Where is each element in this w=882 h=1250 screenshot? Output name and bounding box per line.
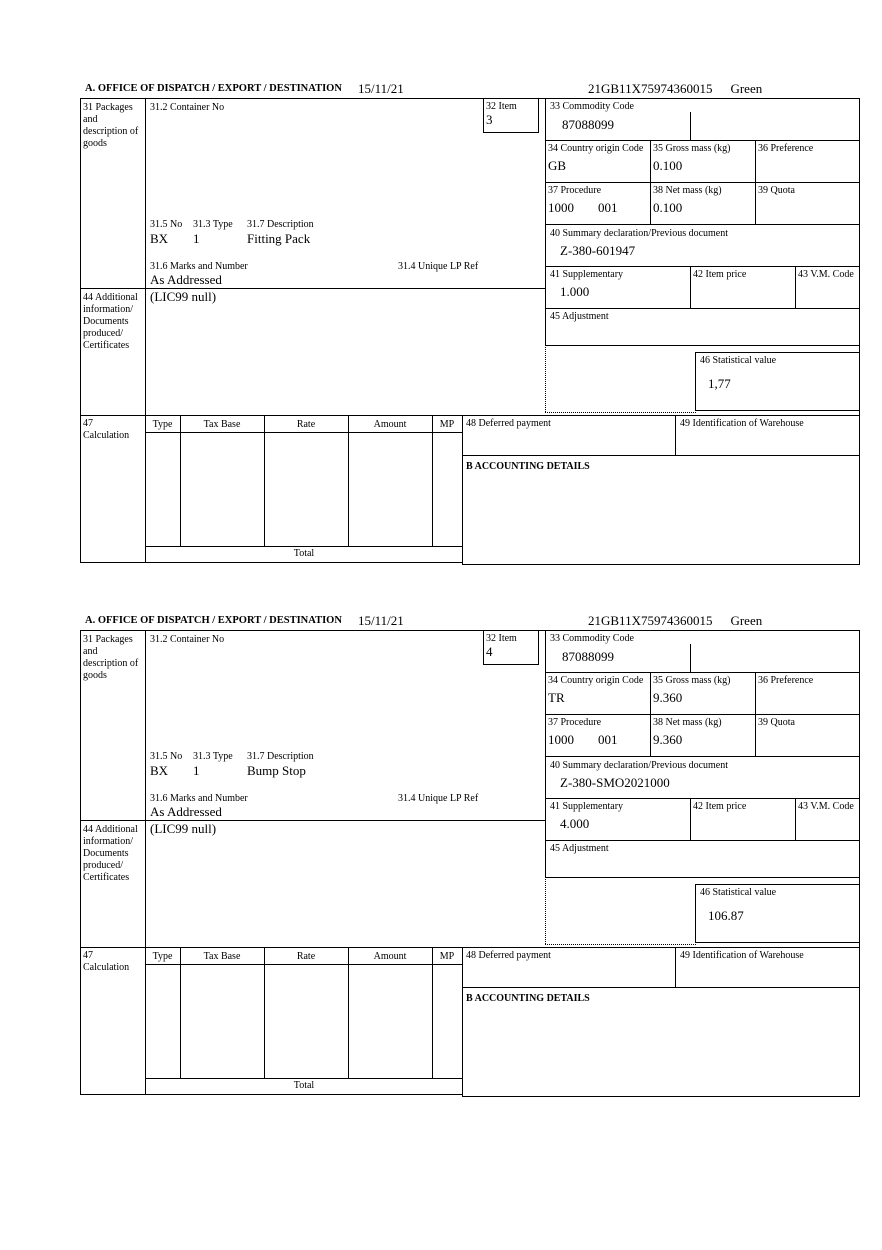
sad-item-table bbox=[80, 630, 861, 1098]
grid-line bbox=[650, 140, 651, 224]
grid-line bbox=[545, 182, 860, 183]
additional-info-value: (LIC99 null) bbox=[150, 289, 217, 304]
box45-adjustment-label: 45 Adjustment bbox=[550, 843, 609, 854]
item-number-value: 3 bbox=[486, 112, 493, 127]
grid-line bbox=[545, 630, 546, 877]
grid-line bbox=[545, 877, 860, 878]
grid-line bbox=[80, 415, 860, 416]
procedure-value: 1000 bbox=[548, 200, 574, 215]
box40-previous-document-label: 40 Summary declaration/Previous document bbox=[550, 760, 729, 771]
office-of-dispatch-label: A. OFFICE OF DISPATCH / EXPORT / DESTINATION bbox=[85, 83, 342, 94]
box38-net-mass-label: 38 Net mass (kg) bbox=[653, 185, 722, 196]
grid-line bbox=[483, 630, 484, 664]
accounting-details-label: B ACCOUNTING DETAILS bbox=[466, 461, 590, 472]
box31-5-no-label: 31.5 No bbox=[150, 219, 183, 230]
grid-line bbox=[145, 964, 463, 965]
grid-line bbox=[180, 415, 181, 546]
gross-mass-value: 9.360 bbox=[653, 690, 683, 705]
supplementary-value: 1.000 bbox=[560, 284, 590, 299]
grid-line bbox=[545, 840, 860, 841]
grid-line bbox=[545, 798, 860, 799]
grid-line bbox=[675, 947, 676, 987]
grid-line bbox=[80, 630, 860, 631]
grid-line bbox=[545, 98, 546, 345]
grid-line bbox=[545, 224, 860, 225]
calc-header-type: Type bbox=[152, 419, 173, 430]
box42-item-price-label: 42 Item price bbox=[693, 269, 747, 280]
box32-item-label: 32 Item bbox=[486, 101, 517, 112]
grid-line bbox=[695, 884, 860, 885]
commodity-code-tick bbox=[690, 112, 691, 140]
grid-line bbox=[80, 98, 81, 563]
grid-line bbox=[695, 352, 860, 353]
grid-line bbox=[483, 132, 539, 133]
commodity-code-tick bbox=[690, 644, 691, 672]
net-mass-value: 9.360 bbox=[653, 732, 683, 747]
grid-line bbox=[755, 672, 756, 756]
package-no-value: BX bbox=[150, 231, 169, 246]
grid-line bbox=[545, 308, 860, 309]
box31-6-marks-label: 31.6 Marks and Number bbox=[150, 261, 248, 272]
grid-line bbox=[264, 947, 265, 1078]
grid-line bbox=[690, 798, 691, 840]
commodity-code-value: 87088099 bbox=[562, 649, 614, 664]
grid-line bbox=[538, 98, 539, 132]
box31-label: 31 Packages and description of goods bbox=[83, 634, 139, 681]
calc-header-tax-base: Tax Base bbox=[203, 419, 241, 430]
grid-line bbox=[690, 266, 691, 308]
box37-procedure-label: 37 Procedure bbox=[548, 717, 602, 728]
marks-value: As Addressed bbox=[150, 272, 222, 287]
grid-line bbox=[264, 415, 265, 546]
box40-previous-document-label: 40 Summary declaration/Previous document bbox=[550, 228, 729, 239]
box39-quota-label: 39 Quota bbox=[758, 185, 795, 196]
route-status: Green bbox=[730, 81, 763, 96]
procedure-value-2: 001 bbox=[598, 732, 618, 747]
grid-line bbox=[755, 140, 756, 224]
grid-line bbox=[80, 562, 463, 563]
net-mass-value: 0.100 bbox=[653, 200, 683, 215]
calc-header-rate: Rate bbox=[296, 419, 316, 430]
grid-line bbox=[80, 1094, 463, 1095]
commodity-code-value: 87088099 bbox=[562, 117, 614, 132]
box43-vm-code-label: 43 V.M. Code bbox=[798, 269, 854, 280]
dashed-divider bbox=[545, 345, 546, 412]
grid-line bbox=[545, 140, 860, 141]
box31-3-type-label: 31.3 Type bbox=[193, 219, 233, 230]
box32-item-label: 32 Item bbox=[486, 633, 517, 644]
box34-country-label: 34 Country origin Code bbox=[548, 675, 644, 686]
grid-line bbox=[545, 266, 860, 267]
grid-line bbox=[650, 672, 651, 756]
calc-total-label: Total bbox=[293, 1080, 315, 1091]
box47-calculation-label: 47 Calculation bbox=[83, 418, 130, 441]
grid-line bbox=[538, 630, 539, 664]
section-header bbox=[80, 80, 861, 98]
calc-header-mp: MP bbox=[439, 419, 455, 430]
grid-line bbox=[675, 415, 676, 455]
box44-additional-info-label: 44 Additional information/ Documents produced/ Certificates bbox=[83, 824, 138, 883]
box44-additional-info-label: 44 Additional information/ Documents produced/ Certificates bbox=[83, 292, 138, 351]
grid-line bbox=[695, 410, 860, 411]
grid-line bbox=[859, 98, 860, 564]
dashed-divider bbox=[545, 877, 546, 944]
additional-info-value: (LIC99 null) bbox=[150, 821, 217, 836]
grid-line bbox=[545, 672, 860, 673]
statistical-value: 1,77 bbox=[708, 376, 731, 391]
box42-item-price-label: 42 Item price bbox=[693, 801, 747, 812]
box31-7-description-label: 31.7 Description bbox=[247, 219, 314, 230]
calc-header-amount: Amount bbox=[373, 419, 407, 430]
calc-header-mp: MP bbox=[439, 951, 455, 962]
grid-line bbox=[145, 1078, 463, 1079]
box33-commodity-label: 33 Commodity Code bbox=[550, 101, 634, 112]
country-origin-value: TR bbox=[548, 690, 565, 705]
grid-line bbox=[348, 415, 349, 546]
procedure-value: 1000 bbox=[548, 732, 574, 747]
goods-description-value: Fitting Pack bbox=[247, 231, 311, 246]
box48-deferred-payment-label: 48 Deferred payment bbox=[466, 950, 551, 961]
grid-line bbox=[545, 714, 860, 715]
box37-procedure-label: 37 Procedure bbox=[548, 185, 602, 196]
header-reference bbox=[588, 613, 762, 629]
gross-mass-value: 0.100 bbox=[653, 158, 683, 173]
box31-2-container-label: 31.2 Container No bbox=[150, 102, 225, 113]
grid-line bbox=[483, 664, 539, 665]
box49-warehouse-label: 49 Identification of Warehouse bbox=[680, 418, 804, 429]
grid-line bbox=[695, 884, 696, 942]
package-no-value: BX bbox=[150, 763, 169, 778]
marks-value: As Addressed bbox=[150, 804, 222, 819]
grid-line bbox=[348, 947, 349, 1078]
grid-line bbox=[432, 947, 433, 1078]
box36-preference-label: 36 Preference bbox=[758, 143, 814, 154]
box47-calculation-label: 47 Calculation bbox=[83, 950, 130, 973]
grid-line bbox=[80, 98, 860, 99]
supplementary-value: 4.000 bbox=[560, 816, 590, 831]
grid-line bbox=[859, 630, 860, 1096]
box34-country-label: 34 Country origin Code bbox=[548, 143, 644, 154]
package-type-value: 1 bbox=[193, 763, 200, 778]
grid-line bbox=[462, 415, 463, 564]
mrn-value: 21GB11X75974360015 bbox=[588, 613, 713, 628]
calc-header-tax-base: Tax Base bbox=[203, 951, 241, 962]
calc-header-amount: Amount bbox=[373, 951, 407, 962]
box36-preference-label: 36 Preference bbox=[758, 675, 814, 686]
accounting-details-label: B ACCOUNTING DETAILS bbox=[466, 993, 590, 1004]
declaration-item-section bbox=[80, 612, 861, 1098]
box35-gross-mass-label: 35 Gross mass (kg) bbox=[653, 675, 731, 686]
grid-line bbox=[545, 345, 860, 346]
dashed-divider bbox=[545, 944, 696, 945]
dashed-divider bbox=[545, 412, 696, 413]
box33-commodity-label: 33 Commodity Code bbox=[550, 633, 634, 644]
route-status: Green bbox=[730, 613, 763, 628]
header-date: 15/11/21 bbox=[358, 613, 404, 628]
box48-deferred-payment-label: 48 Deferred payment bbox=[466, 418, 551, 429]
previous-document-value: Z-380-SMO2021000 bbox=[560, 775, 670, 790]
calc-total-label: Total bbox=[293, 548, 315, 559]
grid-line bbox=[462, 455, 860, 456]
box31-7-description-label: 31.7 Description bbox=[247, 751, 314, 762]
box35-gross-mass-label: 35 Gross mass (kg) bbox=[653, 143, 731, 154]
calc-header-type: Type bbox=[152, 951, 173, 962]
sad-item-table bbox=[80, 98, 861, 566]
box31-4-unique-lp-ref-label: 31.4 Unique LP Ref bbox=[398, 793, 479, 804]
box41-supplementary-label: 41 Supplementary bbox=[550, 801, 624, 812]
header-reference bbox=[588, 81, 762, 97]
grid-line bbox=[145, 432, 463, 433]
box39-quota-label: 39 Quota bbox=[758, 717, 795, 728]
box38-net-mass-label: 38 Net mass (kg) bbox=[653, 717, 722, 728]
grid-line bbox=[462, 1096, 860, 1097]
box31-5-no-label: 31.5 No bbox=[150, 751, 183, 762]
grid-line bbox=[695, 942, 860, 943]
grid-line bbox=[432, 415, 433, 546]
box31-label: 31 Packages and description of goods bbox=[83, 102, 139, 149]
package-type-value: 1 bbox=[193, 231, 200, 246]
grid-line bbox=[145, 630, 146, 1095]
box31-6-marks-label: 31.6 Marks and Number bbox=[150, 793, 248, 804]
section-header bbox=[80, 612, 861, 630]
item-number-value: 4 bbox=[486, 644, 493, 659]
grid-line bbox=[795, 798, 796, 840]
grid-line bbox=[695, 352, 696, 410]
declaration-item-section bbox=[80, 80, 861, 566]
box43-vm-code-label: 43 V.M. Code bbox=[798, 801, 854, 812]
box31-2-container-label: 31.2 Container No bbox=[150, 634, 225, 645]
country-origin-value: GB bbox=[548, 158, 567, 173]
grid-line bbox=[462, 987, 860, 988]
procedure-value-2: 001 bbox=[598, 200, 618, 215]
grid-line bbox=[145, 98, 146, 563]
header-date: 15/11/21 bbox=[358, 81, 404, 96]
box31-3-type-label: 31.3 Type bbox=[193, 751, 233, 762]
grid-line bbox=[795, 266, 796, 308]
previous-document-value: Z-380-601947 bbox=[560, 243, 636, 258]
grid-line bbox=[180, 947, 181, 1078]
grid-line bbox=[483, 98, 484, 132]
grid-line bbox=[462, 564, 860, 565]
box49-warehouse-label: 49 Identification of Warehouse bbox=[680, 950, 804, 961]
calc-header-rate: Rate bbox=[296, 951, 316, 962]
grid-line bbox=[462, 947, 463, 1096]
grid-line bbox=[145, 546, 463, 547]
box45-adjustment-label: 45 Adjustment bbox=[550, 311, 609, 322]
grid-line bbox=[80, 630, 81, 1095]
goods-description-value: Bump Stop bbox=[247, 763, 306, 778]
mrn-value: 21GB11X75974360015 bbox=[588, 81, 713, 96]
box41-supplementary-label: 41 Supplementary bbox=[550, 269, 624, 280]
box46-statistical-value-label: 46 Statistical value bbox=[700, 355, 777, 366]
box46-statistical-value-label: 46 Statistical value bbox=[700, 887, 777, 898]
grid-line bbox=[545, 756, 860, 757]
grid-line bbox=[80, 947, 860, 948]
box31-4-unique-lp-ref-label: 31.4 Unique LP Ref bbox=[398, 261, 479, 272]
statistical-value: 106.87 bbox=[708, 908, 744, 923]
office-of-dispatch-label: A. OFFICE OF DISPATCH / EXPORT / DESTINATION bbox=[85, 615, 342, 626]
